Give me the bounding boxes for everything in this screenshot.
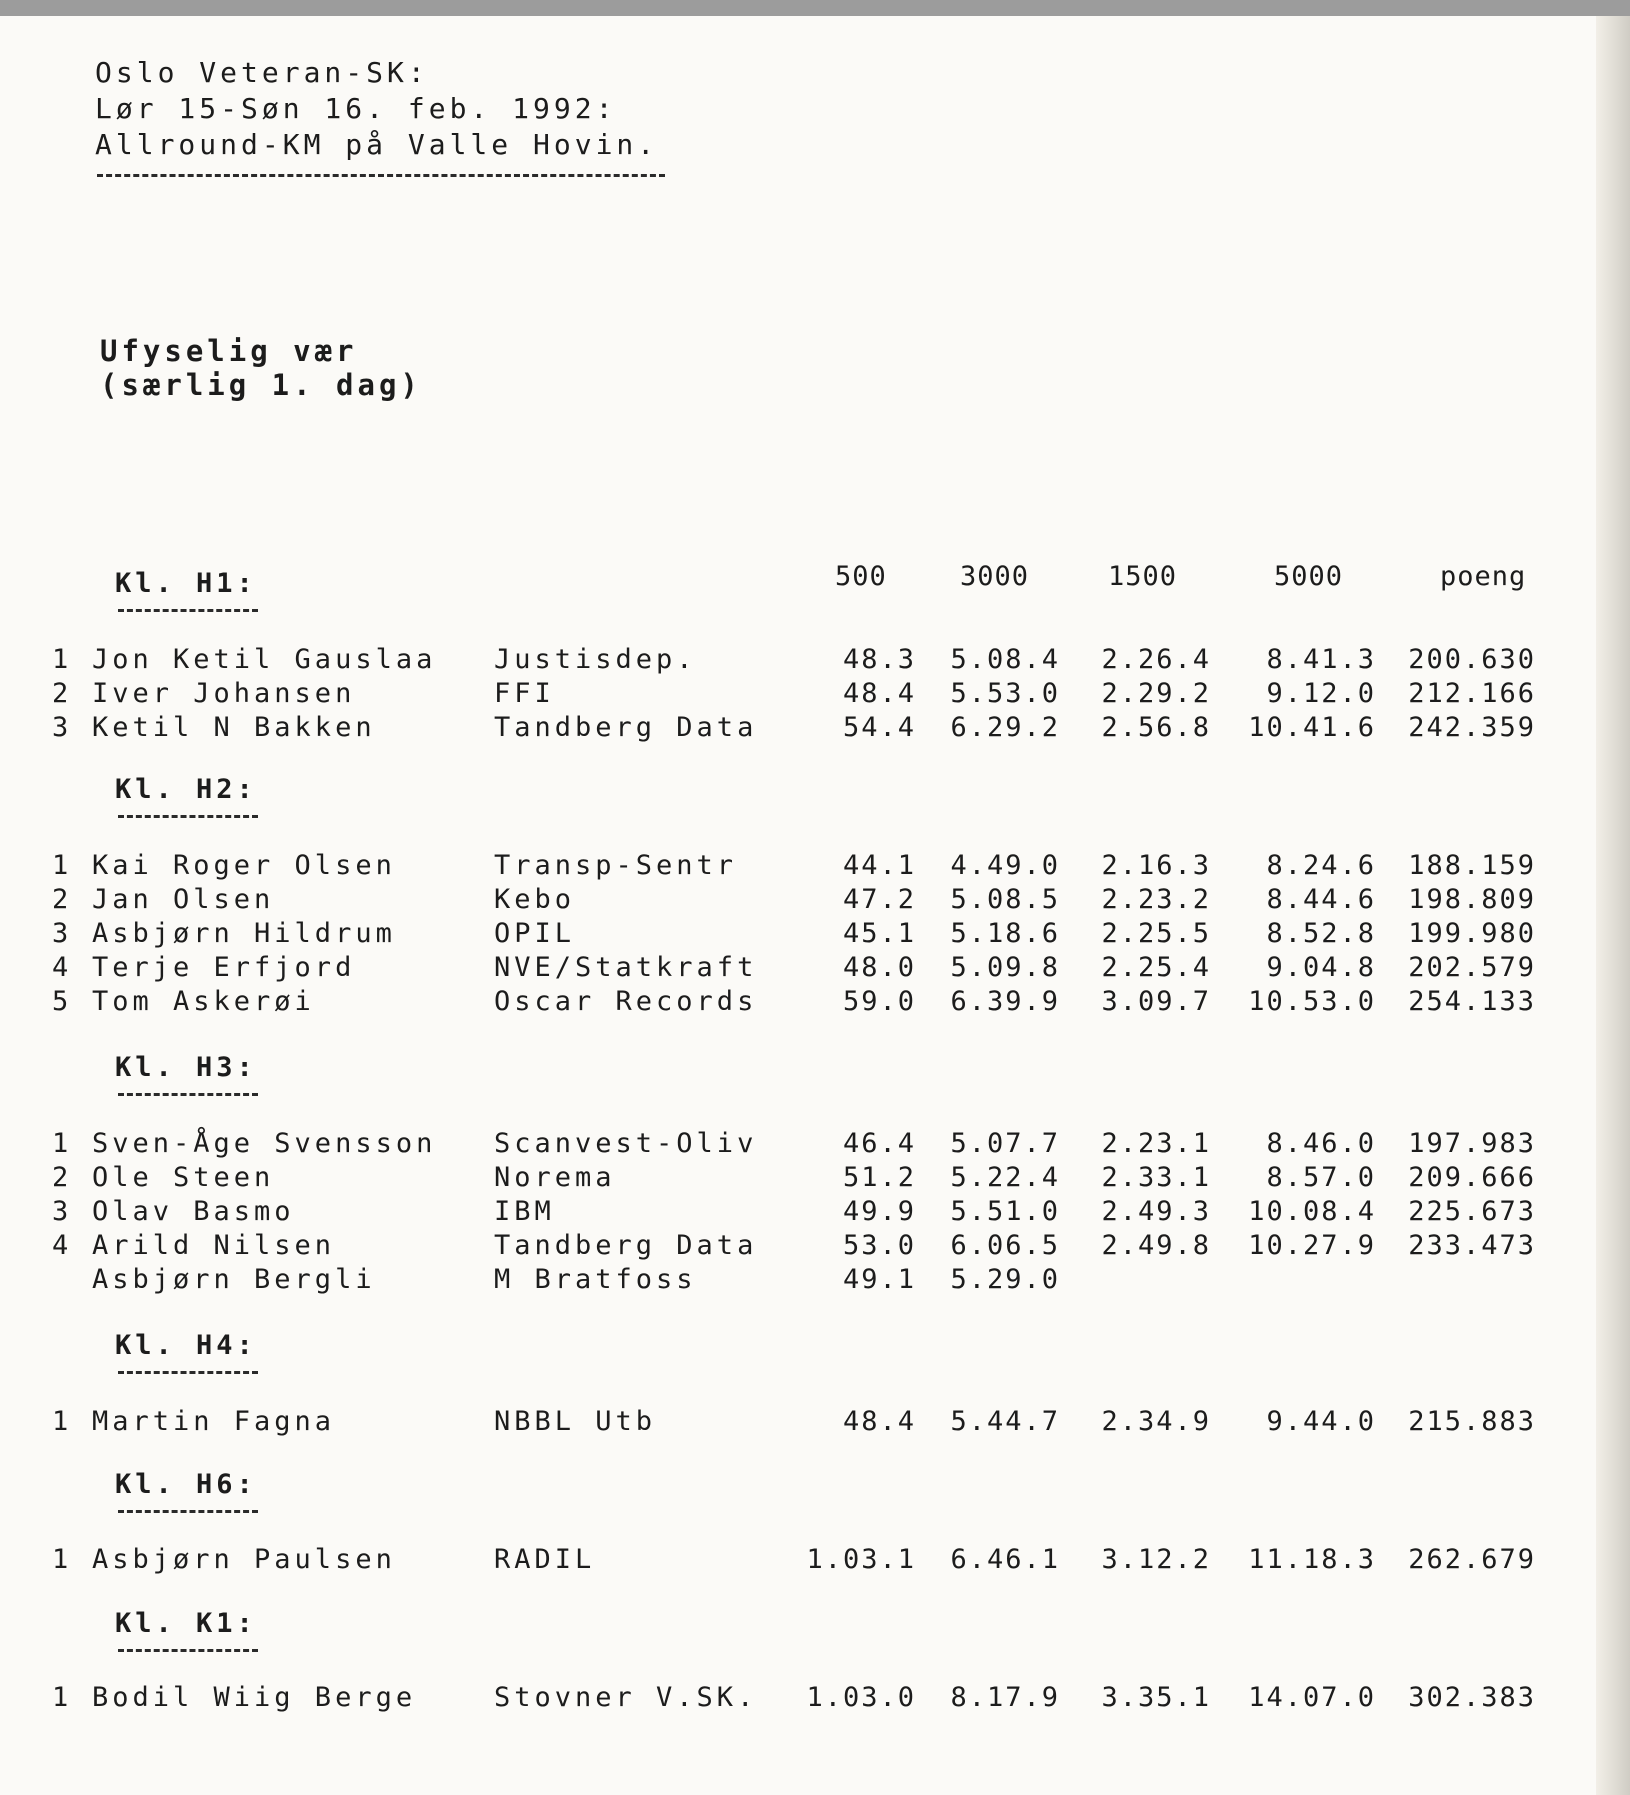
club-name: Oslo Veteran-SK: (95, 56, 429, 89)
time-3000-cell: 5.53.0 (950, 678, 1060, 709)
time-5000-cell: 8.57.0 (1266, 1162, 1376, 1193)
skater-name-cell: Asbjørn Hildrum (92, 918, 396, 949)
place-cell: 2 (52, 678, 69, 709)
time-500-cell: 45.1 (842, 918, 916, 949)
time-3000-cell: 5.29.0 (950, 1264, 1060, 1295)
time-3000-cell: 5.08.5 (950, 884, 1060, 915)
club-cell: M Bratfoss (494, 1264, 697, 1295)
class-title: Kl. H6: (115, 1469, 257, 1500)
skater-name-cell: Bodil Wiig Berge (92, 1682, 417, 1713)
skater-name-cell: Sven-Åge Svensson (92, 1128, 437, 1159)
time-5000-cell: 8.46.0 (1266, 1128, 1376, 1159)
result-row (0, 918, 1596, 952)
points-cell: 198.809 (1408, 884, 1536, 915)
result-row (0, 884, 1596, 918)
time-500-cell: 51.2 (842, 1162, 916, 1193)
page-binding-shadow (1596, 16, 1630, 1795)
place-cell: 4 (52, 952, 69, 983)
header-rule (97, 174, 665, 177)
points-cell: 199.980 (1408, 918, 1536, 949)
time-1500-cell: 2.49.3 (1101, 1196, 1211, 1227)
time-1500-cell: 2.23.2 (1101, 884, 1211, 915)
time-1500-cell: 3.12.2 (1101, 1544, 1211, 1575)
time-5000-cell: 9.12.0 (1266, 678, 1376, 709)
club-cell: OPIL (494, 918, 576, 949)
skater-name-cell: Asbjørn Paulsen (92, 1544, 396, 1575)
skater-name-cell: Iver Johansen (92, 678, 356, 709)
time-1500-cell: 2.25.5 (1101, 918, 1211, 949)
skater-name-cell: Terje Erfjord (92, 952, 356, 983)
time-5000-cell: 14.07.0 (1248, 1682, 1376, 1713)
time-5000-cell: 10.08.4 (1248, 1196, 1376, 1227)
result-row (0, 1406, 1596, 1440)
time-3000-cell: 6.06.5 (950, 1230, 1060, 1261)
time-3000-cell: 6.46.1 (950, 1544, 1060, 1575)
result-row (0, 1230, 1596, 1264)
time-3000-cell: 5.18.6 (950, 918, 1060, 949)
time-500-cell: 47.2 (842, 884, 916, 915)
club-cell: NVE/Statkraft (494, 952, 758, 983)
column-header-3000: 3000 (960, 561, 1030, 592)
class-title: Kl. H3: (115, 1052, 257, 1083)
result-row (0, 712, 1596, 746)
skater-name-cell: Martin Fagna (92, 1406, 336, 1437)
time-500-cell: 49.9 (842, 1196, 916, 1227)
time-500-cell: 44.1 (842, 850, 916, 881)
time-500-cell: 59.0 (842, 986, 916, 1017)
time-5000-cell: 10.27.9 (1248, 1230, 1376, 1261)
time-1500-cell: 2.49.8 (1101, 1230, 1211, 1261)
class-rule (118, 1649, 258, 1652)
time-1500-cell: 2.56.8 (1101, 712, 1211, 743)
time-1500-cell: 2.26.4 (1101, 644, 1211, 675)
time-500-cell: 48.4 (842, 678, 916, 709)
time-1500-cell: 2.23.1 (1101, 1128, 1211, 1159)
time-1500-cell: 2.33.1 (1101, 1162, 1211, 1193)
result-row (0, 644, 1596, 678)
class-rule (118, 1371, 258, 1374)
time-3000-cell: 6.39.9 (950, 986, 1060, 1017)
points-cell: 302.383 (1408, 1682, 1536, 1713)
class-rule (118, 815, 258, 818)
result-row (0, 1128, 1596, 1162)
club-cell: FFI (494, 678, 555, 709)
class-title: Kl. K1: (115, 1608, 257, 1639)
points-cell: 197.983 (1408, 1128, 1536, 1159)
time-3000-cell: 6.29.2 (950, 712, 1060, 743)
place-cell: 1 (52, 644, 69, 675)
place-cell: 2 (52, 1162, 69, 1193)
time-5000-cell: 10.53.0 (1248, 986, 1376, 1017)
column-header-500: 500 (835, 561, 887, 592)
weather-note-detail: (særlig 1. dag) (100, 368, 422, 402)
time-500-cell: 53.0 (842, 1230, 916, 1261)
place-cell: 1 (52, 850, 69, 881)
points-cell: 212.166 (1408, 678, 1536, 709)
class-rule (118, 1093, 258, 1096)
time-3000-cell: 8.17.9 (950, 1682, 1060, 1713)
time-1500-cell: 3.35.1 (1101, 1682, 1211, 1713)
time-3000-cell: 5.08.4 (950, 644, 1060, 675)
skater-name-cell: Kai Roger Olsen (92, 850, 396, 881)
club-cell: RADIL (494, 1544, 596, 1575)
time-500-cell: 48.0 (842, 952, 916, 983)
time-500-cell: 46.4 (842, 1128, 916, 1159)
points-cell: 188.159 (1408, 850, 1536, 881)
time-5000-cell: 9.04.8 (1266, 952, 1376, 983)
time-5000-cell: 8.24.6 (1266, 850, 1376, 881)
time-5000-cell: 8.44.6 (1266, 884, 1376, 915)
result-row (0, 986, 1596, 1020)
points-cell: 225.673 (1408, 1196, 1536, 1227)
club-cell: Justisdep. (494, 644, 697, 675)
place-cell: 2 (52, 884, 69, 915)
weather-note: Ufyselig vær (100, 334, 358, 368)
time-1500-cell: 2.34.9 (1101, 1406, 1211, 1437)
event-title: Allround-KM på Valle Hovin. (95, 128, 659, 161)
points-cell: 233.473 (1408, 1230, 1536, 1261)
place-cell: 1 (52, 1682, 69, 1713)
result-row (0, 952, 1596, 986)
time-5000-cell: 10.41.6 (1248, 712, 1376, 743)
time-500-cell: 48.4 (842, 1406, 916, 1437)
class-title: Kl. H1: (115, 568, 257, 599)
time-500-cell: 48.3 (842, 644, 916, 675)
time-5000-cell: 9.44.0 (1266, 1406, 1376, 1437)
class-title: Kl. H2: (115, 774, 257, 805)
time-500-cell: 1.03.1 (806, 1544, 916, 1575)
skater-name-cell: Olav Basmo (92, 1196, 295, 1227)
skater-name-cell: Asbjørn Bergli (92, 1264, 376, 1295)
time-500-cell: 49.1 (842, 1264, 916, 1295)
club-cell: Tandberg Data (494, 712, 758, 743)
result-row (0, 1544, 1596, 1578)
club-cell: Scanvest-Oliv (494, 1128, 758, 1159)
time-5000-cell: 8.41.3 (1266, 644, 1376, 675)
club-cell: Transp-Sentr (494, 850, 738, 881)
club-cell: Oscar Records (494, 986, 758, 1017)
place-cell: 1 (52, 1128, 69, 1159)
result-row (0, 850, 1596, 884)
scanner-top-edge (0, 0, 1630, 16)
time-5000-cell: 8.52.8 (1266, 918, 1376, 949)
column-header-5000: 5000 (1274, 561, 1344, 592)
club-cell: Stovner V.SK. (494, 1682, 758, 1713)
skater-name-cell: Ole Steen (92, 1162, 275, 1193)
column-header-1500: 1500 (1108, 561, 1178, 592)
club-cell: IBM (494, 1196, 555, 1227)
points-cell: 215.883 (1408, 1406, 1536, 1437)
result-row (0, 1264, 1596, 1298)
club-cell: Kebo (494, 884, 576, 915)
skater-name-cell: Jon Ketil Gauslaa (92, 644, 437, 675)
results-page (0, 16, 1596, 1795)
time-1500-cell: 2.29.2 (1101, 678, 1211, 709)
time-3000-cell: 4.49.0 (950, 850, 1060, 881)
column-header-poeng: poeng (1440, 561, 1527, 592)
time-1500-cell: 2.25.4 (1101, 952, 1211, 983)
club-cell: Tandberg Data (494, 1230, 758, 1261)
skater-name-cell: Tom Askerøi (92, 986, 315, 1017)
skater-name-cell: Jan Olsen (92, 884, 275, 915)
result-row (0, 1196, 1596, 1230)
time-3000-cell: 5.09.8 (950, 952, 1060, 983)
place-cell: 3 (52, 712, 69, 743)
time-3000-cell: 5.22.4 (950, 1162, 1060, 1193)
time-500-cell: 1.03.0 (806, 1682, 916, 1713)
class-title: Kl. H4: (115, 1330, 257, 1361)
points-cell: 200.630 (1408, 644, 1536, 675)
result-row (0, 678, 1596, 712)
points-cell: 254.133 (1408, 986, 1536, 1017)
result-row (0, 1162, 1596, 1196)
place-cell: 1 (52, 1406, 69, 1437)
time-1500-cell: 2.16.3 (1101, 850, 1211, 881)
points-cell: 262.679 (1408, 1544, 1536, 1575)
points-cell: 209.666 (1408, 1162, 1536, 1193)
result-row (0, 1682, 1596, 1716)
time-3000-cell: 5.44.7 (950, 1406, 1060, 1437)
time-5000-cell: 11.18.3 (1248, 1544, 1376, 1575)
time-3000-cell: 5.07.7 (950, 1128, 1060, 1159)
points-cell: 202.579 (1408, 952, 1536, 983)
place-cell: 5 (52, 986, 69, 1017)
time-500-cell: 54.4 (842, 712, 916, 743)
class-rule (118, 609, 258, 612)
time-1500-cell: 3.09.7 (1101, 986, 1211, 1017)
class-rule (118, 1510, 258, 1513)
time-3000-cell: 5.51.0 (950, 1196, 1060, 1227)
points-cell: 242.359 (1408, 712, 1536, 743)
skater-name-cell: Arild Nilsen (92, 1230, 336, 1261)
skater-name-cell: Ketil N Bakken (92, 712, 376, 743)
place-cell: 1 (52, 1544, 69, 1575)
club-cell: NBBL Utb (494, 1406, 657, 1437)
place-cell: 3 (52, 1196, 69, 1227)
place-cell: 3 (52, 918, 69, 949)
place-cell: 4 (52, 1230, 69, 1261)
event-dates: Lør 15-Søn 16. feb. 1992: (95, 92, 617, 125)
club-cell: Norema (494, 1162, 616, 1193)
